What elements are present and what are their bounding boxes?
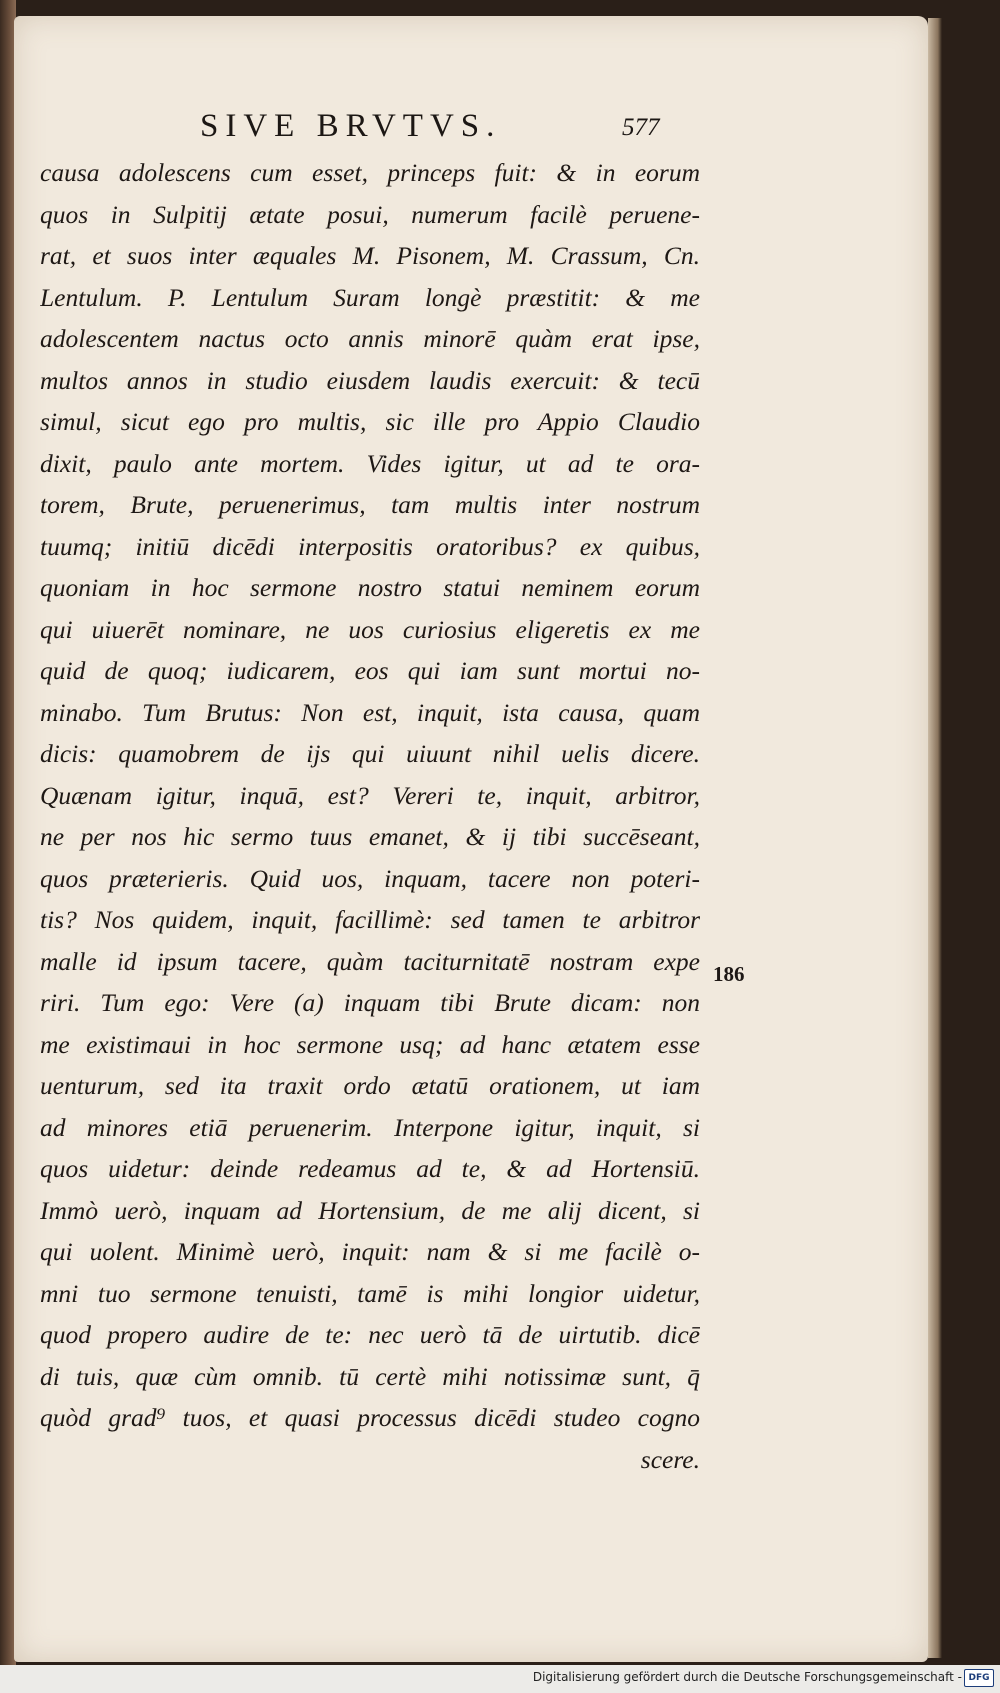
text-line: uenturum, sed ita traxit ordo ætatū orationem, ut iam xyxy=(40,1071,700,1100)
text-line: mni tuo sermone tenuisti, tamē is mihi longior uidetur, xyxy=(40,1278,700,1308)
text-line: rat, et suos inter æquales M. Pisonem, M. Crassum, Cn. xyxy=(40,241,700,270)
text-line: quòd grad⁹ tuos, et quasi processus dicēdi studeo cogno xyxy=(40,1403,700,1432)
text-line: quos in Sulpitij ætate posui, numerum facilè peruene- xyxy=(40,199,700,229)
text-line: qui uiuerēt nominare, ne uos curiosius eligeretis ex me xyxy=(40,614,700,644)
text-line: adolescentem nactus octo annis minorē quàm erat ipse, xyxy=(40,324,700,353)
text-line: malle id ipsum tacere, quàm taciturnitatē nostram expe xyxy=(40,946,700,976)
text-line: riri. Tum ego: Vere (a) inquam tibi Brute dicam: non xyxy=(40,988,700,1017)
running-title: SIVE BRVTVS. xyxy=(200,108,502,144)
text-line: Lentulum. P. Lentulum Suram longè præstitit: & me xyxy=(40,282,700,312)
body-text xyxy=(40,152,700,1480)
page-number: 577 xyxy=(622,114,660,141)
text-line: quod propero audire de te: nec uerò tā de uirtutib. dicē xyxy=(40,1320,700,1349)
text-line: me existimaui in hoc sermone usq; ad hanc ætatem esse xyxy=(40,1029,700,1059)
text-line: tis? Nos quidem, inquit, facillimè: sed tamen te arbitror xyxy=(40,905,700,934)
text-line: causa adolescens cum esset, princeps fuit: & in eorum xyxy=(40,158,700,187)
margin-note: 186 xyxy=(713,962,745,986)
text-line: ad minores etiā peruenerim. Interpone igitur, inquit, si xyxy=(40,1112,700,1142)
text-line: di tuis, quæ cùm omnib. tū certè mihi notissimæ sunt, q̄ xyxy=(40,1361,700,1391)
text-line: dicis: quamobrem de ijs qui uiuunt nihil uelis dicere. xyxy=(40,739,700,768)
text-line: tuumq; initiū dicēdi interpositis oratoribus? ex quibus, xyxy=(40,531,700,561)
text-line: dixit, paulo ante mortem. Vides igitur, ut ad te ora- xyxy=(40,448,700,478)
text-line: scere. xyxy=(640,1444,700,1474)
text-line: quos uidetur: deinde redeamus ad te, & ad Hortensiū. xyxy=(40,1154,700,1183)
text-line: Immò uerò, inquam ad Hortensium, de me alij dicent, si xyxy=(40,1195,700,1225)
footer-bar xyxy=(0,1665,1000,1693)
text-line: simul, sicut ego pro multis, sic ille pro Appio Claudio xyxy=(40,407,700,436)
page-header xyxy=(180,108,720,156)
text-line: quoniam in hoc sermone nostro statui neminem eorum xyxy=(40,573,700,602)
text-line: quos præterieris. Quid uos, inquam, tacere non poteri- xyxy=(40,863,700,893)
text-line: minabo. Tum Brutus: Non est, inquit, ista causa, quam xyxy=(40,697,700,727)
digitization-credit: Digitalisierung gefördert durch die Deutsche Forschungsgemeinschaft - xyxy=(532,1670,962,1684)
text-line: qui uolent. Minimè uerò, inquit: nam & si me facilè o- xyxy=(40,1237,700,1266)
text-line: quid de quoq; iudicarem, eos qui iam sunt mortui no- xyxy=(40,656,700,685)
text-line: torem, Brute, peruenerimus, tam multis inter nostrum xyxy=(40,490,700,519)
page-edge xyxy=(928,18,942,1658)
text-line: ne per nos hic sermo tuus emanet, & ij tibi succēseant, xyxy=(40,822,700,851)
text-line: multos annos in studio eiusdem laudis exercuit: & tecū xyxy=(40,365,700,395)
dfg-logo-icon: DFG xyxy=(964,1669,994,1687)
text-line: Quænam igitur, inquā, est? Vereri te, inquit, arbitror, xyxy=(40,780,700,810)
